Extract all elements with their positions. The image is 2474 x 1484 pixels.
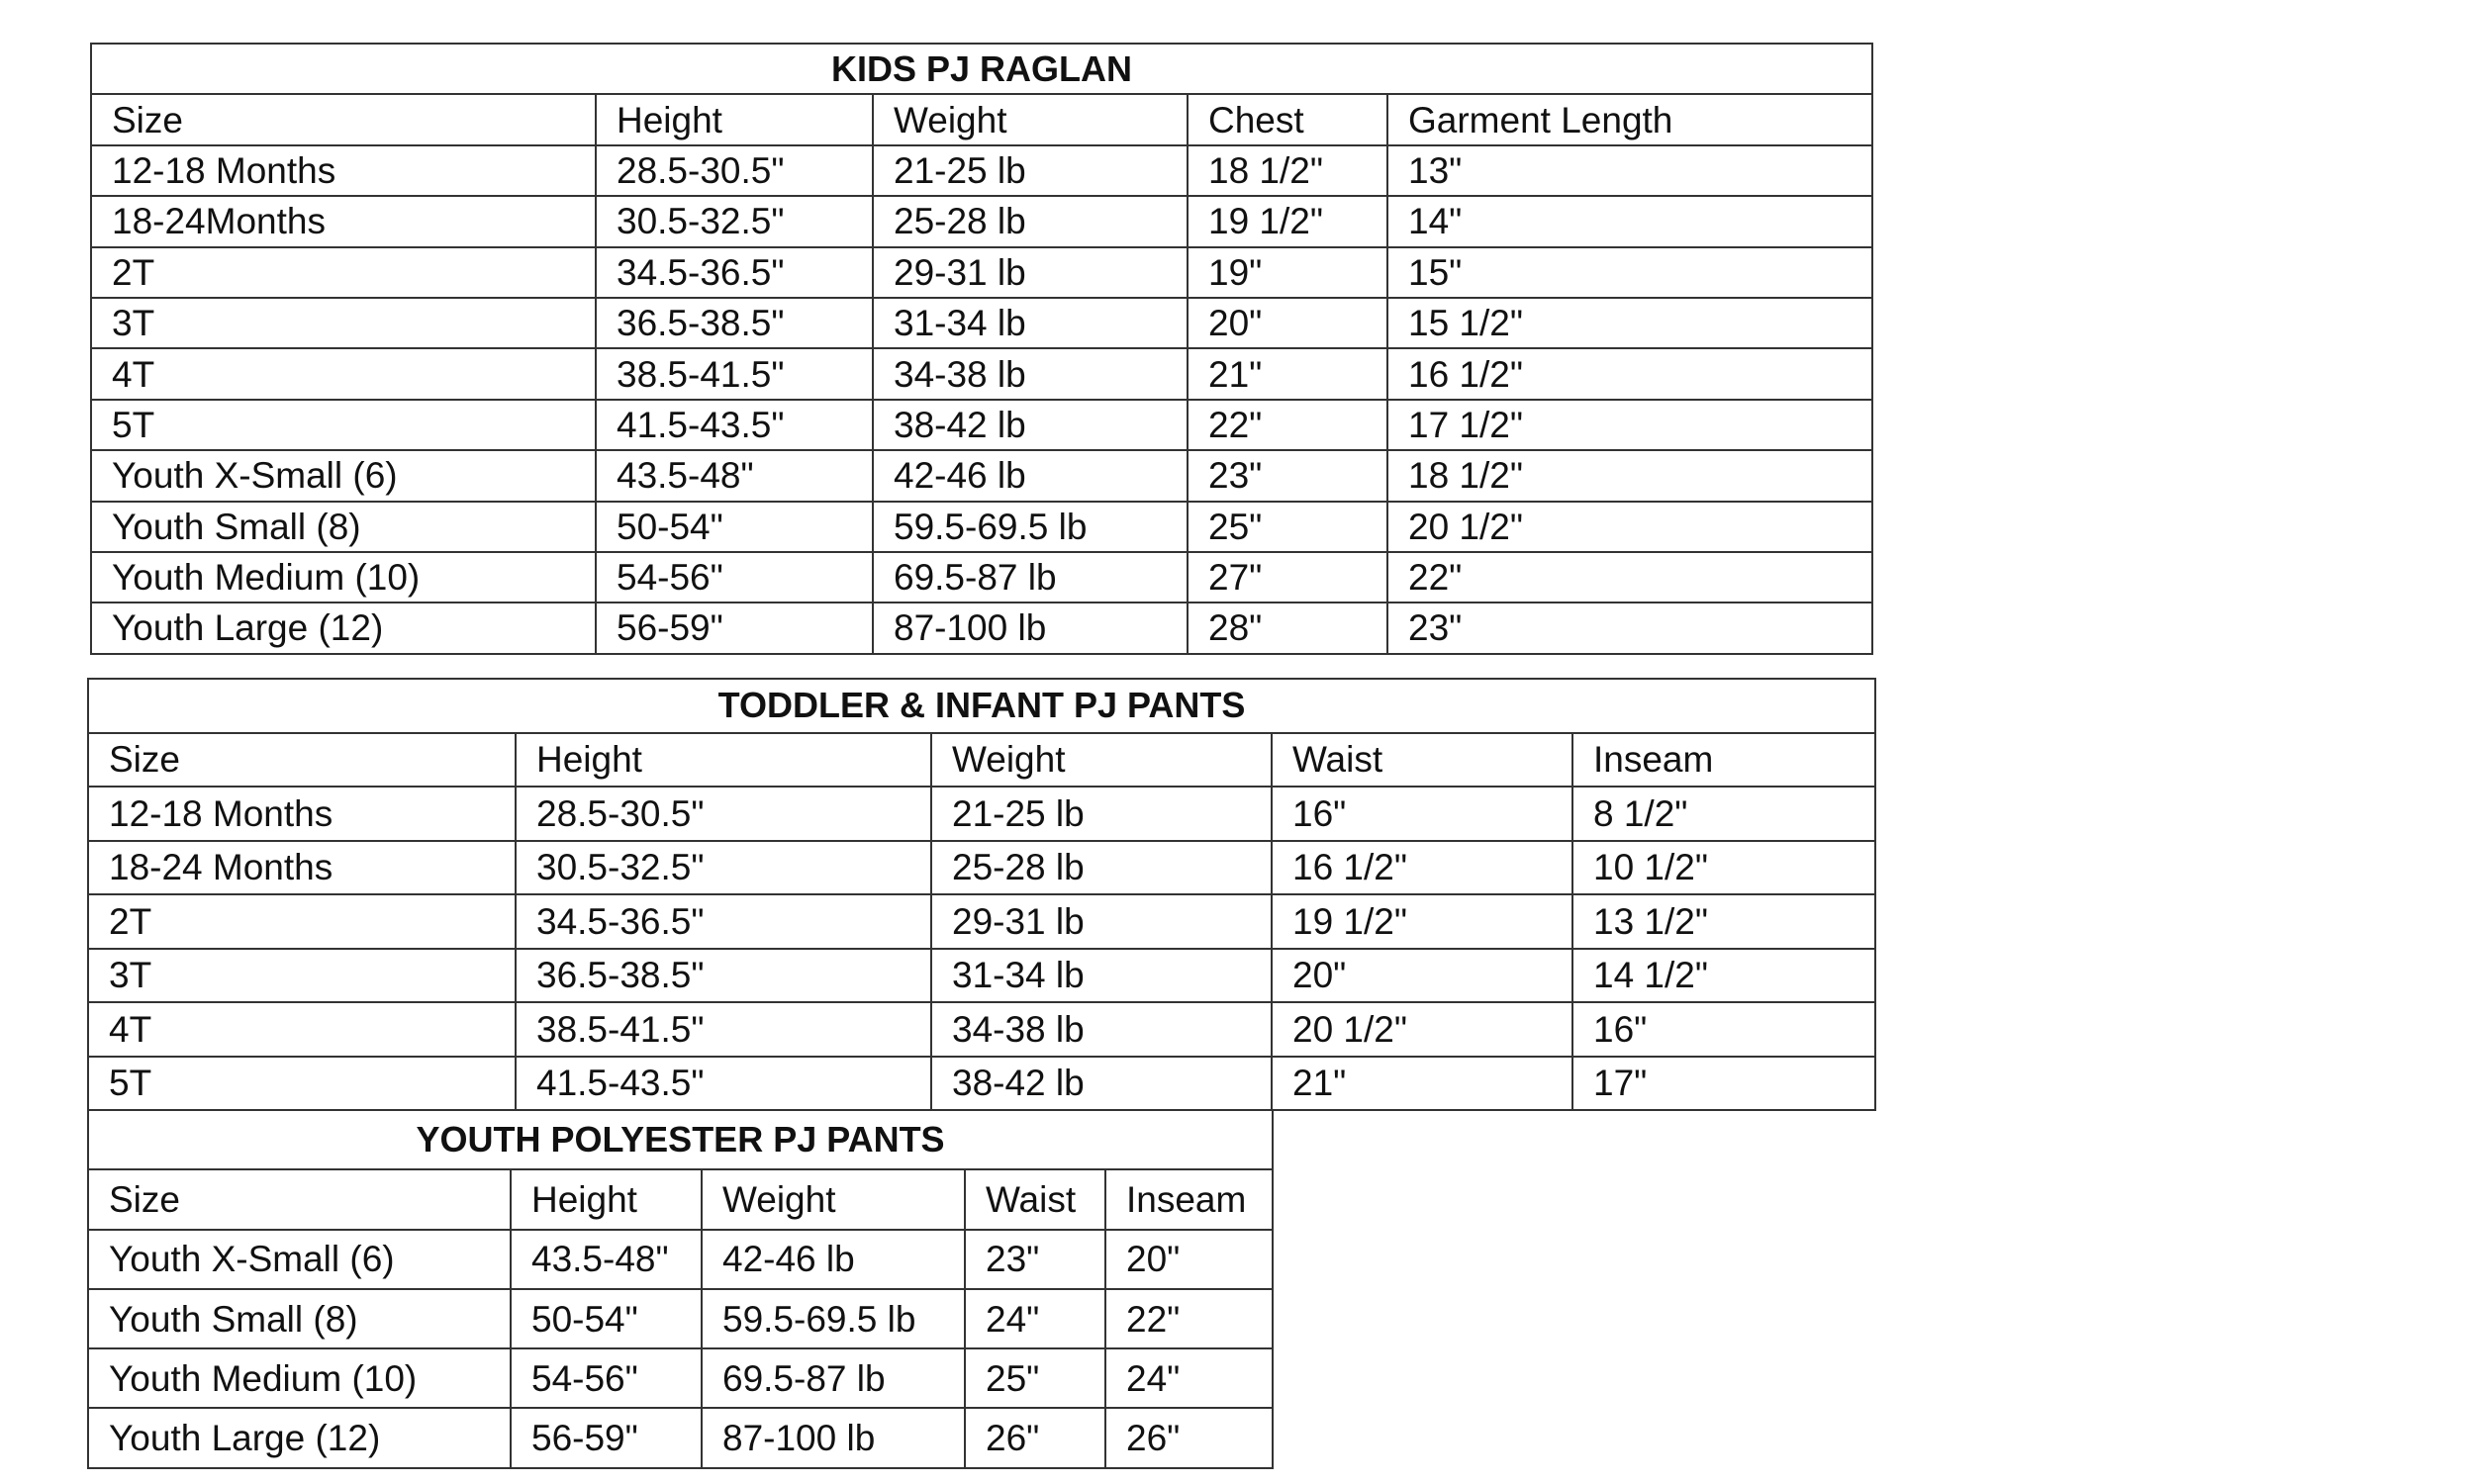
table-row	[88, 1230, 1273, 1289]
table-row	[88, 1002, 1875, 1057]
table-cell: 56-59"	[511, 1408, 702, 1467]
table-cell: 8 1/2"	[1572, 787, 1875, 841]
table-cell: 59.5-69.5 lb	[873, 502, 1188, 552]
table-cell: 28"	[1188, 603, 1387, 653]
table-row	[91, 552, 1872, 603]
table-cell: 26"	[1105, 1408, 1273, 1467]
table-cell: 16 1/2"	[1387, 348, 1872, 399]
table-cell: 21"	[1272, 1057, 1572, 1111]
table-row	[91, 196, 1872, 246]
kids-raglan-body	[91, 145, 1872, 654]
table-cell: 56-59"	[596, 603, 873, 653]
kids-raglan-title: KIDS PJ RAGLAN	[91, 44, 1872, 94]
table-cell: 69.5-87 lb	[702, 1348, 965, 1408]
youth-pants-header-row	[88, 1169, 1273, 1229]
table-cell: 30.5-32.5"	[516, 841, 931, 895]
table-cell: 31-34 lb	[931, 949, 1272, 1003]
table-cell: 3T	[91, 298, 596, 348]
table-cell: 41.5-43.5"	[516, 1057, 931, 1111]
toddler-pants-table	[87, 678, 1876, 1111]
toddler-pants-body	[88, 787, 1875, 1110]
table-cell: 12-18 Months	[91, 145, 596, 196]
table-cell: 21-25 lb	[873, 145, 1188, 196]
table-cell: 14 1/2"	[1572, 949, 1875, 1003]
youth-pants-title: YOUTH POLYESTER PJ PANTS	[88, 1110, 1273, 1169]
table-cell: 5T	[91, 400, 596, 450]
table-cell: Youth Small (8)	[88, 1289, 511, 1348]
table-cell: 23"	[1188, 450, 1387, 501]
column-header: Height	[511, 1169, 702, 1229]
table-cell: 38-42 lb	[931, 1057, 1272, 1111]
table-row	[91, 145, 1872, 196]
column-header: Size	[91, 94, 596, 144]
kids-raglan-title-row	[91, 44, 1872, 94]
table-cell: 23"	[1387, 603, 1872, 653]
table-cell: 3T	[88, 949, 516, 1003]
table-cell: 24"	[965, 1289, 1105, 1348]
table-cell: Youth Medium (10)	[88, 1348, 511, 1408]
table-cell: 15 1/2"	[1387, 298, 1872, 348]
table-cell: 25"	[965, 1348, 1105, 1408]
table-cell: 22"	[1188, 400, 1387, 450]
table-cell: 4T	[91, 348, 596, 399]
table-cell: Youth Large (12)	[88, 1408, 511, 1467]
table-row	[88, 949, 1875, 1003]
table-cell: 10 1/2"	[1572, 841, 1875, 895]
column-header: Waist	[965, 1169, 1105, 1229]
table-row	[91, 400, 1872, 450]
table-cell: 59.5-69.5 lb	[702, 1289, 965, 1348]
table-row	[88, 1289, 1273, 1348]
kids-raglan-head	[91, 44, 1872, 145]
column-header: Size	[88, 733, 516, 788]
table-cell: 34.5-36.5"	[516, 894, 931, 949]
column-header: Weight	[931, 733, 1272, 788]
table-cell: Youth Large (12)	[91, 603, 596, 653]
table-cell: 18 1/2"	[1188, 145, 1387, 196]
table-row	[88, 1348, 1273, 1408]
kids-raglan-header-row	[91, 94, 1872, 144]
table-cell: 21-25 lb	[931, 787, 1272, 841]
table-cell: 16"	[1572, 1002, 1875, 1057]
youth-pants-table	[87, 1109, 1274, 1469]
table-cell: 24"	[1105, 1348, 1273, 1408]
table-row	[91, 502, 1872, 552]
table-cell: 19 1/2"	[1272, 894, 1572, 949]
table-cell: 18-24Months	[91, 196, 596, 246]
toddler-pants-title-row	[88, 679, 1875, 733]
column-header: Chest	[1188, 94, 1387, 144]
table-row	[91, 247, 1872, 298]
table-cell: 2T	[91, 247, 596, 298]
table-cell: 18 1/2"	[1387, 450, 1872, 501]
table-cell: 19"	[1188, 247, 1387, 298]
table-cell: 22"	[1387, 552, 1872, 603]
table-cell: 20 1/2"	[1272, 1002, 1572, 1057]
table-cell: Youth X-Small (6)	[88, 1230, 511, 1289]
toddler-pants-head	[88, 679, 1875, 787]
table-cell: 22"	[1105, 1289, 1273, 1348]
table-cell: 20"	[1105, 1230, 1273, 1289]
table-cell: 26"	[965, 1408, 1105, 1467]
table-cell: 25-28 lb	[873, 196, 1188, 246]
table-cell: 50-54"	[511, 1289, 702, 1348]
column-header: Size	[88, 1169, 511, 1229]
table-row	[91, 603, 1872, 653]
table-cell: 34-38 lb	[873, 348, 1188, 399]
table-cell: 42-46 lb	[702, 1230, 965, 1289]
table-cell: 41.5-43.5"	[596, 400, 873, 450]
column-header: Weight	[873, 94, 1188, 144]
table-cell: 20"	[1188, 298, 1387, 348]
table-cell: 29-31 lb	[873, 247, 1188, 298]
table-cell: 28.5-30.5"	[516, 787, 931, 841]
table-cell: 30.5-32.5"	[596, 196, 873, 246]
table-row	[91, 298, 1872, 348]
table-cell: 36.5-38.5"	[596, 298, 873, 348]
table-cell: 20"	[1272, 949, 1572, 1003]
table-cell: 43.5-48"	[596, 450, 873, 501]
table-cell: 28.5-30.5"	[596, 145, 873, 196]
table-cell: 19 1/2"	[1188, 196, 1387, 246]
table-cell: 29-31 lb	[931, 894, 1272, 949]
table-row	[91, 348, 1872, 399]
table-cell: 17"	[1572, 1057, 1875, 1111]
table-row	[88, 787, 1875, 841]
table-cell: 87-100 lb	[702, 1408, 965, 1467]
table-cell: 36.5-38.5"	[516, 949, 931, 1003]
table-cell: 50-54"	[596, 502, 873, 552]
table-row	[88, 894, 1875, 949]
table-cell: 2T	[88, 894, 516, 949]
table-row	[88, 841, 1875, 895]
table-cell: 21"	[1188, 348, 1387, 399]
column-header: Inseam	[1105, 1169, 1273, 1229]
table-cell: Youth X-Small (6)	[91, 450, 596, 501]
table-cell: Youth Small (8)	[91, 502, 596, 552]
table-row	[88, 1408, 1273, 1467]
column-header: Height	[516, 733, 931, 788]
column-header: Inseam	[1572, 733, 1875, 788]
table-cell: 54-56"	[596, 552, 873, 603]
table-cell: 16 1/2"	[1272, 841, 1572, 895]
table-cell: 34.5-36.5"	[596, 247, 873, 298]
column-header: Garment Length	[1387, 94, 1872, 144]
column-header: Height	[596, 94, 873, 144]
table-cell: 38-42 lb	[873, 400, 1188, 450]
table-cell: 5T	[88, 1057, 516, 1111]
table-cell: 38.5-41.5"	[516, 1002, 931, 1057]
table-cell: 43.5-48"	[511, 1230, 702, 1289]
table-cell: 18-24 Months	[88, 841, 516, 895]
table-cell: 13 1/2"	[1572, 894, 1875, 949]
youth-pants-body	[88, 1230, 1273, 1468]
table-row	[88, 1057, 1875, 1111]
toddler-pants-title: TODDLER & INFANT PJ PANTS	[88, 679, 1875, 733]
table-cell: 25-28 lb	[931, 841, 1272, 895]
table-cell: 42-46 lb	[873, 450, 1188, 501]
table-cell: 54-56"	[511, 1348, 702, 1408]
table-cell: 17 1/2"	[1387, 400, 1872, 450]
table-cell: 12-18 Months	[88, 787, 516, 841]
table-cell: 31-34 lb	[873, 298, 1188, 348]
table-cell: 4T	[88, 1002, 516, 1057]
table-cell: 69.5-87 lb	[873, 552, 1188, 603]
table-cell: 13"	[1387, 145, 1872, 196]
table-cell: 38.5-41.5"	[596, 348, 873, 399]
youth-pants-head	[88, 1110, 1273, 1230]
column-header: Waist	[1272, 733, 1572, 788]
table-cell: 87-100 lb	[873, 603, 1188, 653]
toddler-pants-header-row	[88, 733, 1875, 788]
table-cell: 27"	[1188, 552, 1387, 603]
table-cell: 20 1/2"	[1387, 502, 1872, 552]
table-cell: 16"	[1272, 787, 1572, 841]
kids-raglan-table	[90, 43, 1873, 655]
youth-pants-title-row	[88, 1110, 1273, 1169]
table-cell: Youth Medium (10)	[91, 552, 596, 603]
table-cell: 15"	[1387, 247, 1872, 298]
table-cell: 14"	[1387, 196, 1872, 246]
column-header: Weight	[702, 1169, 965, 1229]
table-cell: 34-38 lb	[931, 1002, 1272, 1057]
table-row	[91, 450, 1872, 501]
table-cell: 25"	[1188, 502, 1387, 552]
table-cell: 23"	[965, 1230, 1105, 1289]
